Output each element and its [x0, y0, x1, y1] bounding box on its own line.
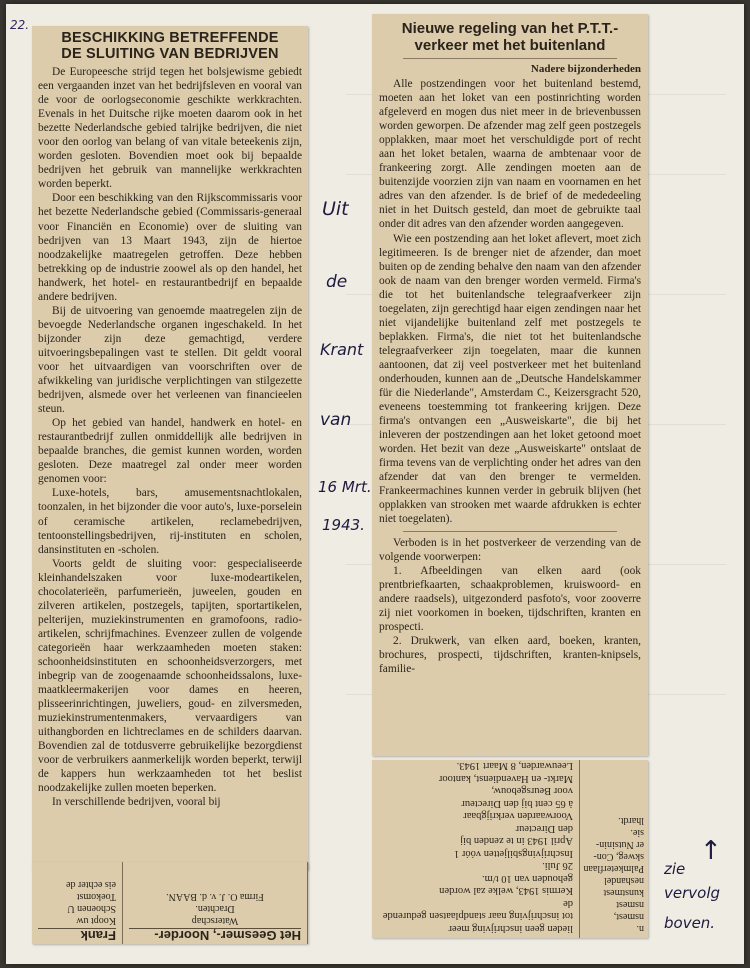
handwritten-word: boven.	[664, 914, 716, 932]
clip4-line: voor Beursgebouw,	[491, 785, 573, 797]
clip4-line: April 1943 in te zenden bij	[460, 835, 573, 847]
clip3-line: Toekomst	[76, 891, 116, 902]
left-paragraph: Luxe-hotels, bars, amusementsnachtlokalen, toonzalen, in het bijzonder die voor auto's, luxe-porselein of ceramische artikelen, reclamebedrijven, tentoonstellingsbedrijven, rij-instituten en scholen, dansinstituten en -scholen.	[38, 487, 302, 556]
clip4-line: lieden geen inschrijving meer	[448, 923, 573, 934]
left-paragraph: Door een beschikking van den Rijkscommissaris voor het bezette Nederlandsche gebied (Commissaris-generaal voor Financiën en Economie) over de sluiting van bedrijven van 13 Maart 1943, zijn de hiertoe noodzakelijke maatregelen getroffen. Deze hebben betrekking op de industrie zoowel als op den handel, het handwerk, het hotel- en restaurantbedrijf en bepaalde andere bedrijven.	[38, 192, 302, 303]
handwritten-word: zie	[664, 860, 686, 878]
clip4-line: nsmest	[616, 899, 644, 910]
clip3-heading-2: Frank	[38, 928, 116, 941]
right-title-line-2: verkeer met het buitenland	[414, 37, 606, 54]
left-article-title	[38, 30, 302, 62]
left-paragraph: In verschillende bedrijven, vooral bij	[52, 796, 221, 809]
clip4-line: gehouden van 10 t/m.	[482, 873, 573, 884]
clip3-line: Schoenen U	[67, 903, 116, 914]
clip3-line: Koopt uw	[76, 915, 116, 926]
clip4-line: Markt- en Havendienst, kantoor	[438, 773, 573, 784]
left-title-line-2: DE SLUITING VAN BEDRIJVEN	[61, 46, 279, 62]
clip4-line: kunstmest	[603, 887, 644, 898]
clip4-line: à 65 cent bij den Directeur	[461, 798, 573, 809]
handwritten-word: Uit	[322, 198, 349, 220]
clip4-line: skweg, Con-	[593, 851, 644, 862]
clip4-line: 26 Juli.	[542, 860, 573, 872]
clip4-column-b	[372, 760, 579, 938]
handwritten-word: Krant	[320, 340, 364, 359]
clip4-line: Leeuwarden, 8 Maart 1943.	[456, 760, 573, 772]
clip3-line: Firma O. J. v. d. BAAN.	[166, 891, 264, 902]
left-paragraph: Bij de uitvoering van genoemde maatregelen zijn de bevoegde Nederlandsche organen ingeschakeld. In het bijzonder zijn deze gemachtigd, verdere uitvoeringsbepalingen vast te stellen. Dit geldt vooral voor het uitvaardigen van voorschriften over de afwikkeling van juridische verplichtingen van stilgezette bedrijven, alsmede over het verleenen van financieelen steun.	[38, 304, 302, 416]
clip4-line: n.	[636, 923, 644, 934]
clip4-line: sie.	[630, 827, 644, 838]
clip3-subheading: Waterschap	[191, 915, 239, 926]
right-article-subtitle: Nadere bijzonderheden	[530, 63, 641, 75]
clip4-line: lhardt.	[618, 815, 644, 826]
clip4-line: tot inschrijving naar standplaatsen gedurende de	[382, 898, 573, 922]
clip4-line: nsmest,	[613, 911, 644, 922]
handwritten-word: van	[320, 410, 352, 430]
clip3-column-1	[123, 862, 308, 944]
left-paragraph: Voorts geldt de sluiting voor: gespecialiseerde kleinhandelszaken voor luxe-modeartikelen, chocolaterieën, parfumerieën, juweelen, gouden en zilveren artikelen, postzegels, tapijten, sportartikelen, pelterijen, muziekinstrumenten en gramofoons, radio-artikelen, schrijfmachines. Evenzeer zullen de volgende categorieën haar werkzaamheden moeten staken: schoonheidsinstituten en schoonheidsverzorgers, met inbegrip van de zoogenaamde schoonheidssalons, luxe-maatkleermakerijen voor dames en heeren, plisseerinrichtingen, juweliers, goud- en zilversmeden, muziekinstrumentenmakers, vervaardigers van uithangborden en lichtreclames en de schilders daarvan. Bovendien zal de totdusverre gebruikelijke bezorgdienst voor de verbruikers aanmerkelijk worden beperkt, terwijl de kappers hun werkzaamheden tot het beslist noodzakelijke zullen moeten beperken.	[38, 557, 302, 795]
right-newspaper-clipping	[372, 14, 648, 756]
handwritten-year: 1943.	[322, 516, 365, 534]
handwritten-word: vervolg	[664, 884, 721, 902]
right-paragraph: Alle postzendingen voor het buitenland bestemd, moeten aan het loket van een postinrichting worden afgeleverd en mogen dus niet meer in de brievenbussen worden geworpen. De afzender mag zelf geen postzegels opplakken, maar moet het verschuldigde port of recht aan het loket betalen, waarna de ambtenaar voor de frankeering zorgt. Alle zendingen moeten aan de buitenzijde voorzien zijn van naam en voornamen en het adres van den afzender. Is de brief of de mededeeling niet in het Duitsch gesteld, dan moet de gebruikte taal onder dit adres van den afzender worden aangegeven.	[379, 78, 641, 231]
clip4-line: Voorwaarden verkrijgbaar	[463, 810, 573, 822]
left-title-line-1: BESCHIKKING BETREFFENDE	[61, 30, 279, 46]
clip4-line: Inschrijvingsbiljetten vóór 1	[454, 848, 573, 859]
clip3-column-2	[32, 862, 123, 944]
clip4-line: Kermis 1943, welke zal worden	[439, 885, 573, 897]
clip4-column-a	[579, 760, 648, 938]
clip4-line: Palmketerflaan	[583, 863, 644, 874]
right-paragraph: Verboden is in het postverkeer de verzending van de volgende voorwerpen:	[379, 536, 641, 563]
bottom-left-upside-down-clipping	[32, 862, 308, 944]
left-paragraph: Op het gebied van handel, handwerk en hotel- en restaurantbedrijf zullen onmiddellijk alle bedrijven in bepaalde branches, die gemist kunnen worden, worden gesloten. Deze maatregel zal onder meer worden genomen voor:	[38, 417, 302, 486]
right-paragraph: 1. Afbeeldingen van elken aard (ook prentbriefkaarten, schaakproblemen, kruiswoord- en andere raadsels), uitgezonderd pasfoto's, voor zooverre zij niet voorkomen in boeken, tijdschriften, kranten en prospecti.	[379, 564, 641, 633]
section-rule	[403, 531, 617, 532]
page-number: 22.	[10, 18, 30, 32]
bottom-right-upside-down-clipping	[372, 760, 648, 938]
clip3-line: Drachten.	[195, 903, 235, 914]
clip4-line: den Directeur	[515, 823, 573, 834]
right-article-title	[379, 20, 641, 54]
title-rule	[403, 58, 617, 59]
clip3-heading: Het Geesmer-, Noorder-	[129, 928, 301, 941]
clip4-line: er Nutsinin-	[595, 839, 644, 850]
left-paragraph: De Europeesche strijd tegen het bolsjewisme gebiedt een vergaanden inzet van het bedrijfsleven en vooral van de voor de oorlogseconomie geschikte werkkrachten. Evenals in het Duitsche rijke moeten daarom ook in het bezette Nederlandsche gebied talrijke bedrijven, die niet voor den oorlog van belang of van vitale beteekenis zijn, worden gesloten. Bovendien moet ook bij bepaalde bedrijven het gebruik van mannelijke werkkrachten worden beperkt.	[38, 66, 302, 191]
right-paragraph: 2. Drukwerk, van elken aard, boeken, kranten, brochures, prospecti, tijdschriften, kranten-knipsels, familie-	[379, 634, 641, 675]
clip3-line: eis echter de	[66, 879, 116, 890]
left-newspaper-clipping	[32, 26, 308, 870]
right-title-line-1: Nieuwe regeling van het P.T.T.-	[401, 20, 619, 37]
clip4-line: neshandel	[604, 875, 644, 886]
right-article-body	[379, 77, 641, 676]
left-article-body	[38, 65, 302, 809]
right-paragraph: Wie een postzending aan het loket aflevert, moet zich legitimeeren. Is de brenger niet de afzender, dan moet buiten op de zending behalve den naam van den afzender ook de naam van den brenger worden vermeld. Firma's die tot het buitenlandsche telegraafverkeer zijn toegelaten, zijn gerechtigd haar eigen zendingen naar het niet vijandelijke buitenland zelf met postzegels te beplakken. Firma's, die niet tot het buitenlandsche telegraafverkeer zijn toegelaten, maar die kunnen aantoonen, dat zij veel postverkeer met het buitenland onderhouden, kunnen aan de „Deutsche Handelskammer für die Niederlande", Amsterdam C., Keizersgracht 520, eveneens toestemming tot frankeering krijgen. Deze firma's ontvangen een „Ausweiskarte", die bij het inleveren der postzendingen aan het loket getoond moet worden. Het bezit van deze „Ausweiskarte" ontslaat de firma tevens van de verplichting onder het adres van den afzender dat van den brenger te vermelden. Frankeermachines kunnen verder in gebruik blijven (het opplakken van strooken met waarde afdrukken is echter niet toegelaten).	[379, 232, 641, 526]
arrow-up-icon: ↑	[700, 836, 722, 866]
handwritten-date: 16 Mrt.	[318, 478, 372, 496]
handwritten-word: de	[326, 272, 348, 292]
